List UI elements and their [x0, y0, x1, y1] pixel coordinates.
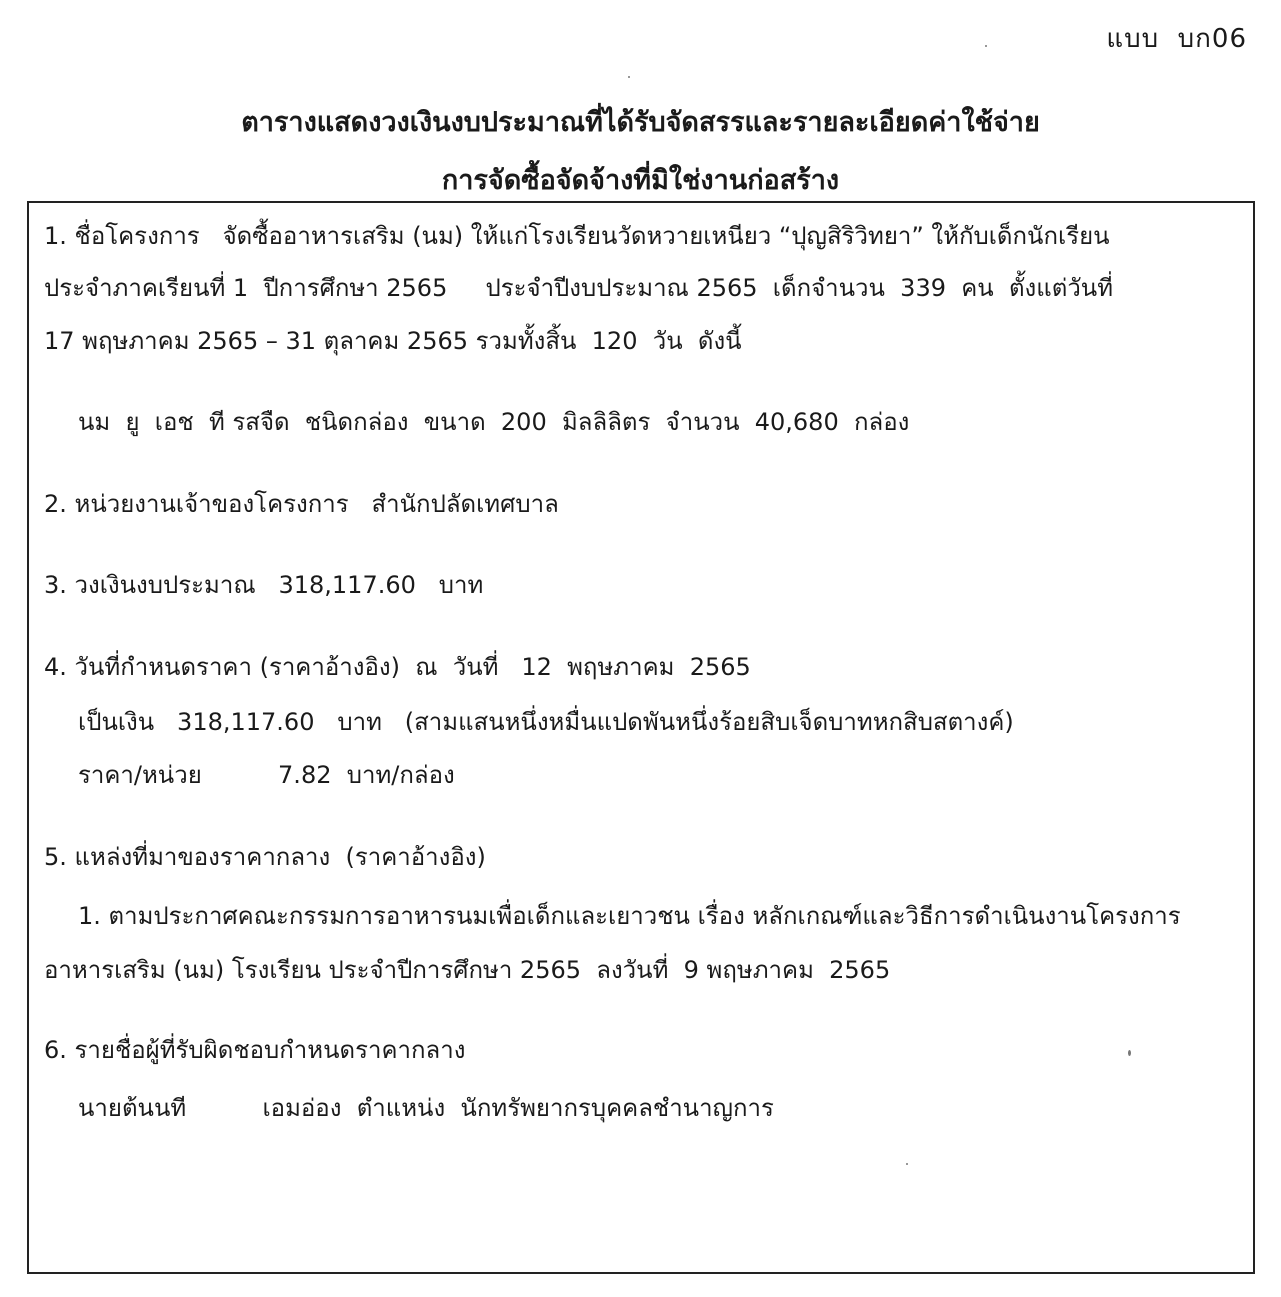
project-item: นม ยู เอช ที รสจืด ชนิดกล่อง ขนาด 200 มิลลิลิตร จำนวน 40,680 กล่อง	[78, 408, 910, 436]
project-name-line-3: 17 พฤษภาคม 2565 – 31 ตุลาคม 2565 รวมทั้งสิ้น 120 วัน ดังนี้	[44, 327, 742, 355]
project-name-line-2: ประจำภาคเรียนที่ 1 ปีการศึกษา 2565 ประจำปีงบประมาณ 2565 เด็กจำนวน 339 คน ตั้งแต่วันที่	[44, 274, 1114, 302]
scan-speck	[628, 76, 630, 78]
price-source-line-2: อาหารเสริม (นม) โรงเรียน ประจำปีการศึกษา 2565 ลงวันที่ 9 พฤษภาคม 2565	[44, 956, 891, 984]
responsible-person: นายต้นนที เอมอ่อง ตำแหน่ง นักทรัพยากรบุคคลชำนาญการ	[78, 1094, 774, 1122]
price-total: เป็นเงิน 318,117.60 บาท (สามแสนหนึ่งหมื่นแปดพันหนึ่งร้อยสิบเจ็ดบาทหกสิบสตางค์)	[78, 708, 1014, 736]
form-code: แบบ บก06	[1106, 24, 1247, 54]
scan-speck	[985, 45, 987, 47]
price-source-line-1: 1. ตามประกาศคณะกรรมการอาหารนมเพื่อเด็กและเยาวชน เรื่อง หลักเกณฑ์และวิธีการดำเนินงานโครงการ	[78, 902, 1181, 930]
owner-unit: 2. หน่วยงานเจ้าของโครงการ สำนักปลัดเทศบาล	[44, 490, 559, 518]
budget-amount: 3. วงเงินงบประมาณ 318,117.60 บาท	[44, 571, 484, 599]
scan-speck	[1128, 1050, 1131, 1056]
project-name-line-1: 1. ชื่อโครงการ จัดซื้ออาหารเสริม (นม) ให้แก่โรงเรียนวัดหวายเหนียว “ปุญสิริวิทยา” ให้กับเด็กนักเรียน	[44, 222, 1110, 250]
page-subtitle: การจัดซื้อจัดจ้างที่มิใช่งานก่อสร้าง	[441, 165, 840, 196]
price-date: 4. วันที่กำหนดราคา (ราคาอ้างอิง) ณ วันที่ 12 พฤษภาคม 2565	[44, 653, 751, 681]
price-source-heading: 5. แหล่งที่มาของราคากลาง (ราคาอ้างอิง)	[44, 843, 486, 871]
responsible-heading: 6. รายชื่อผู้ที่รับผิดชอบกำหนดราคากลาง	[44, 1036, 466, 1064]
page-title: ตารางแสดงวงเงินงบประมาณที่ได้รับจัดสรรและรายละเอียดค่าใช้จ่าย	[241, 107, 1040, 138]
scan-speck	[906, 1163, 908, 1165]
unit-price: ราคา/หน่วย 7.82 บาท/กล่อง	[78, 761, 455, 789]
